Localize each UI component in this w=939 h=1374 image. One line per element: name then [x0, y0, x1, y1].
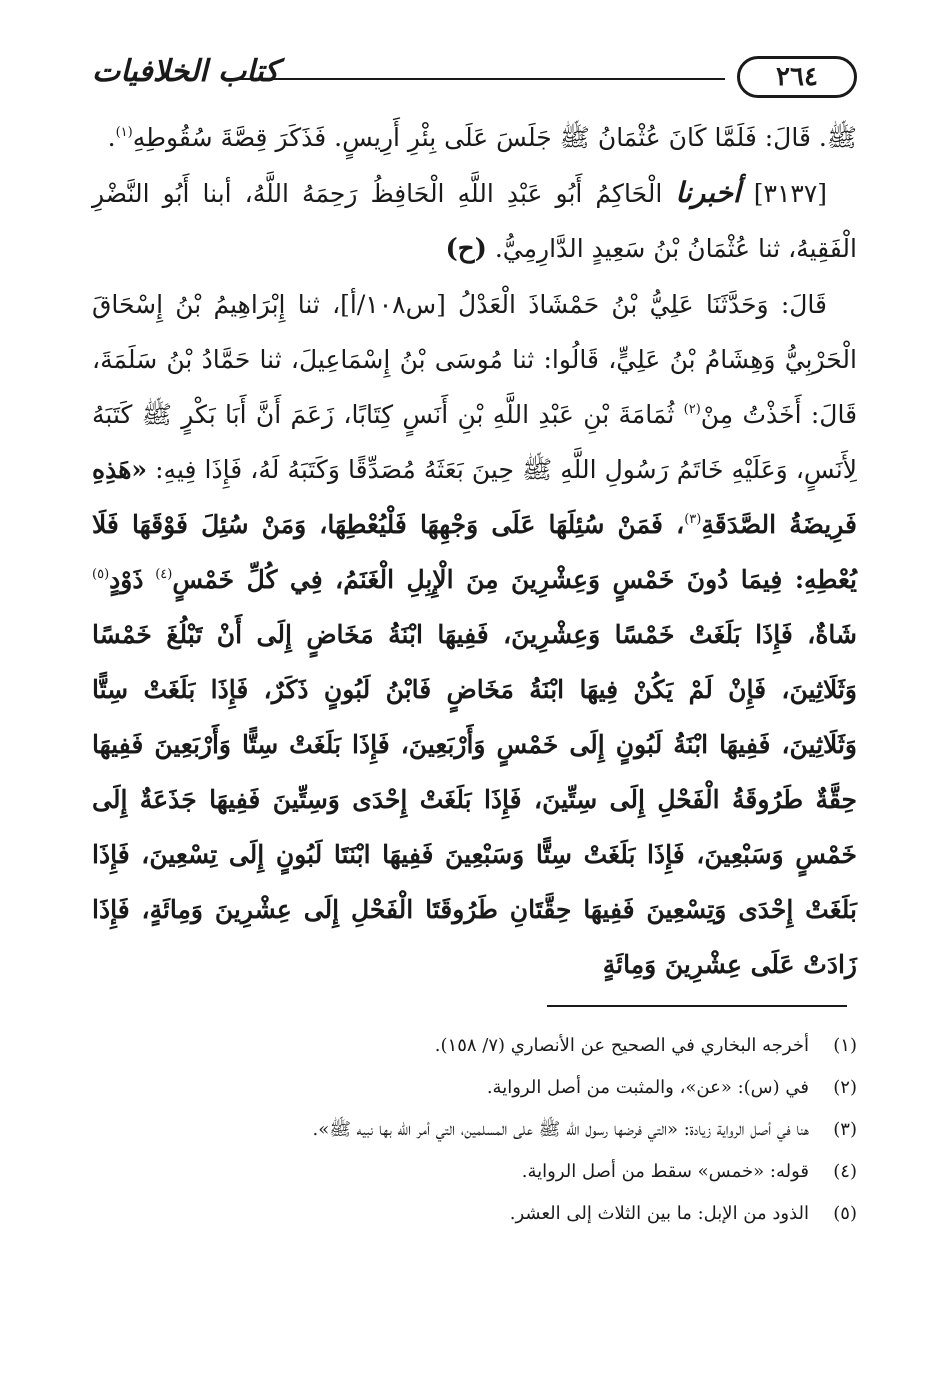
footnote-text: هنا في أصل الرواية زيادة: «التي فرضها رسول الله ﷺ على المسلمين، التي أمر الله بها نبيه ﷺ».	[312, 1119, 809, 1140]
matn-quote-2: ، فَمَنْ سُئِلَهَا عَلَى وَجْهِهَا فَلْيُعْطِهَا، وَمَنْ سُئِلَ فَوْقَهَا فَلَا يُعْطِهِ: فِيمَا دُونَ خَمْسٍ وَعِشْرِينَ مِنَ الْإِبِلِ الْغَنَمُ، فِي كُلِّ خَمْسٍ	[92, 510, 857, 594]
footnote-number: (٥)	[833, 1203, 857, 1224]
footnote-text: قوله: «خمس» سقط من أصل الرواية.	[521, 1161, 809, 1182]
footnote-number: (٤)	[833, 1161, 857, 1182]
header-rule	[224, 78, 725, 80]
footnote	[92, 1156, 857, 1188]
book-title: كتاب الخلافيات	[92, 54, 279, 89]
footnote-number: (١)	[833, 1035, 857, 1056]
footnote-ref-4: (٤)	[155, 567, 173, 582]
page-number: ٢٦٤	[737, 56, 857, 98]
footnote	[92, 1030, 857, 1062]
footnote-text: في (س): «عن»، والمثبت من أصل الرواية.	[486, 1077, 809, 1098]
footnote-separator	[547, 1005, 847, 1007]
matn-quote-1: «هَذِهِ فَرِيضَةُ الصَّدَقَةِ	[92, 455, 857, 539]
footnote-ref-5: (٥)	[92, 567, 110, 582]
page-header	[92, 52, 857, 100]
akhbarana-keyword: أخبرنا	[675, 176, 741, 209]
paragraph-1-end: .	[107, 123, 116, 152]
hadith-3137	[92, 165, 857, 277]
hadith-number: [٣١٣٧]	[753, 179, 828, 208]
footnote-text: أخرجه البخاري في الصحيح عن الأنصاري (٧/ ١٥٨).	[434, 1035, 809, 1056]
footnote-ref-3: (٣)	[684, 512, 702, 527]
footnote-text: الذود من الإبل: ما بين الثلاث إلى العشر.	[509, 1203, 809, 1224]
matn-quote-3: ذَوْدٍ	[109, 565, 144, 594]
paragraph-1-text: ﷺ. قَالَ: فَلَمَّا كَانَ عُثْمَانُ ﷺ جَلَسَ عَلَى بِئْرِ أَرِيسٍ. فَذَكَرَ قِصَّةَ سُقُوطِهِ	[132, 123, 857, 152]
hadith-isnad: الْحَاكِمُ أَبُو عَبْدِ اللَّهِ الْحَافِظُ رَحِمَهُ اللَّهُ، أبنا أَبُو النَّضْرِ الْفَقِيهُ، ثنا عُثْمَانُ بْنُ سَعِيدٍ الدَّارِمِيُّ.	[92, 179, 857, 263]
footnote-ref-2: (٢)	[683, 402, 701, 417]
tahwil-symbol: (ح)	[445, 234, 487, 264]
matn-quote-4: شَاةٌ، فَإِذَا بَلَغَتْ خَمْسًا وَعِشْرِينَ، فَفِيهَا ابْنَةُ مَخَاضٍ إِلَى أَنْ تَبْلُغَ خَمْسًا وَثَلَاثِينَ، فَإِنْ لَمْ يَكُنْ فِيهَا ابْنَةُ مَخَاضٍ فَابْنُ لَبُونٍ ذَكَرٌ، فَإِذَا بَلَغَتْ سِتًّا وَثَلَاثِينَ، فَفِيهَا ابْنَةُ لَبُونٍ إِلَى خَمْسٍ وَأَرْبَعِينَ، فَإِذَا بَلَغَتْ سِتًّا وَأَرْبَعِينَ فَفِيهَا حِقَّةٌ طَرُوقَةُ الْفَحْلِ إِلَى سِتِّينَ، فَإِذَا بَلَغَتْ إِحْدَى وَسِتِّينَ فَفِيهَا جَذَعَةٌ إِلَى خَمْسٍ وَسَبْعِينَ، فَإِذَا بَلَغَتْ سِتًّا وَسَبْعِينَ فَفِيهَا ابْنَتَا لَبُونٍ إِلَى تِسْعِينَ، فَإِذَا بَلَغَتْ إِحْدَى وَتِسْعِينَ فَفِيهَا حِقَّتَانِ طَرُوقَتَا الْفَحْلِ إِلَى عِشْرِينَ وَمِائَةٍ، فَإِذَا زَادَتْ عَلَى عِشْرِينَ وَمِائَةٍ	[92, 620, 857, 979]
footnote	[92, 1072, 857, 1104]
footnote	[92, 1114, 857, 1146]
footnote-number: (٣)	[833, 1119, 857, 1140]
footnotes	[92, 1030, 857, 1240]
paragraph-1	[92, 110, 857, 165]
footnote-number: (٢)	[833, 1077, 857, 1098]
main-text	[92, 110, 857, 992]
isnad-part-1: قَالَ: وَحَدَّثَنَا عَلِيُّ بْنُ حَمْشَاذَ الْعَدْلُ [س١٠٨/أ]، ثنا إِبْرَاهِيمُ بْنُ إِسْحَاقَ الْحَرْبِيُّ وَهِشَامُ بْنُ عَلِيٍّ، قَالُوا: ثنا مُوسَى بْنُ إِسْمَاعِيلَ، ثنا حَمَّادُ بْنُ سَلَمَةَ، قَالَ: أَخَذْتُ مِنْ	[92, 290, 858, 429]
footnote-ref-1: (١)	[115, 125, 133, 140]
hadith-continuation	[92, 277, 857, 992]
isnad-part-2: ثُمَامَةَ بْنِ عَبْدِ اللَّهِ بْنِ أَنَسٍ كِتَابًا، زَعَمَ أَنَّ أَبَا بَكْرٍ ﷺ كَتَبَهُ لِأَنَسٍ، وَعَلَيْهِ خَاتَمُ رَسُولِ اللَّهِ ﷺ حِينَ بَعَثَهُ مُصَدِّقًا وَكَتَبَهُ لَهُ، فَإِذَا فِيهِ:	[92, 400, 857, 484]
footnote	[92, 1198, 857, 1230]
